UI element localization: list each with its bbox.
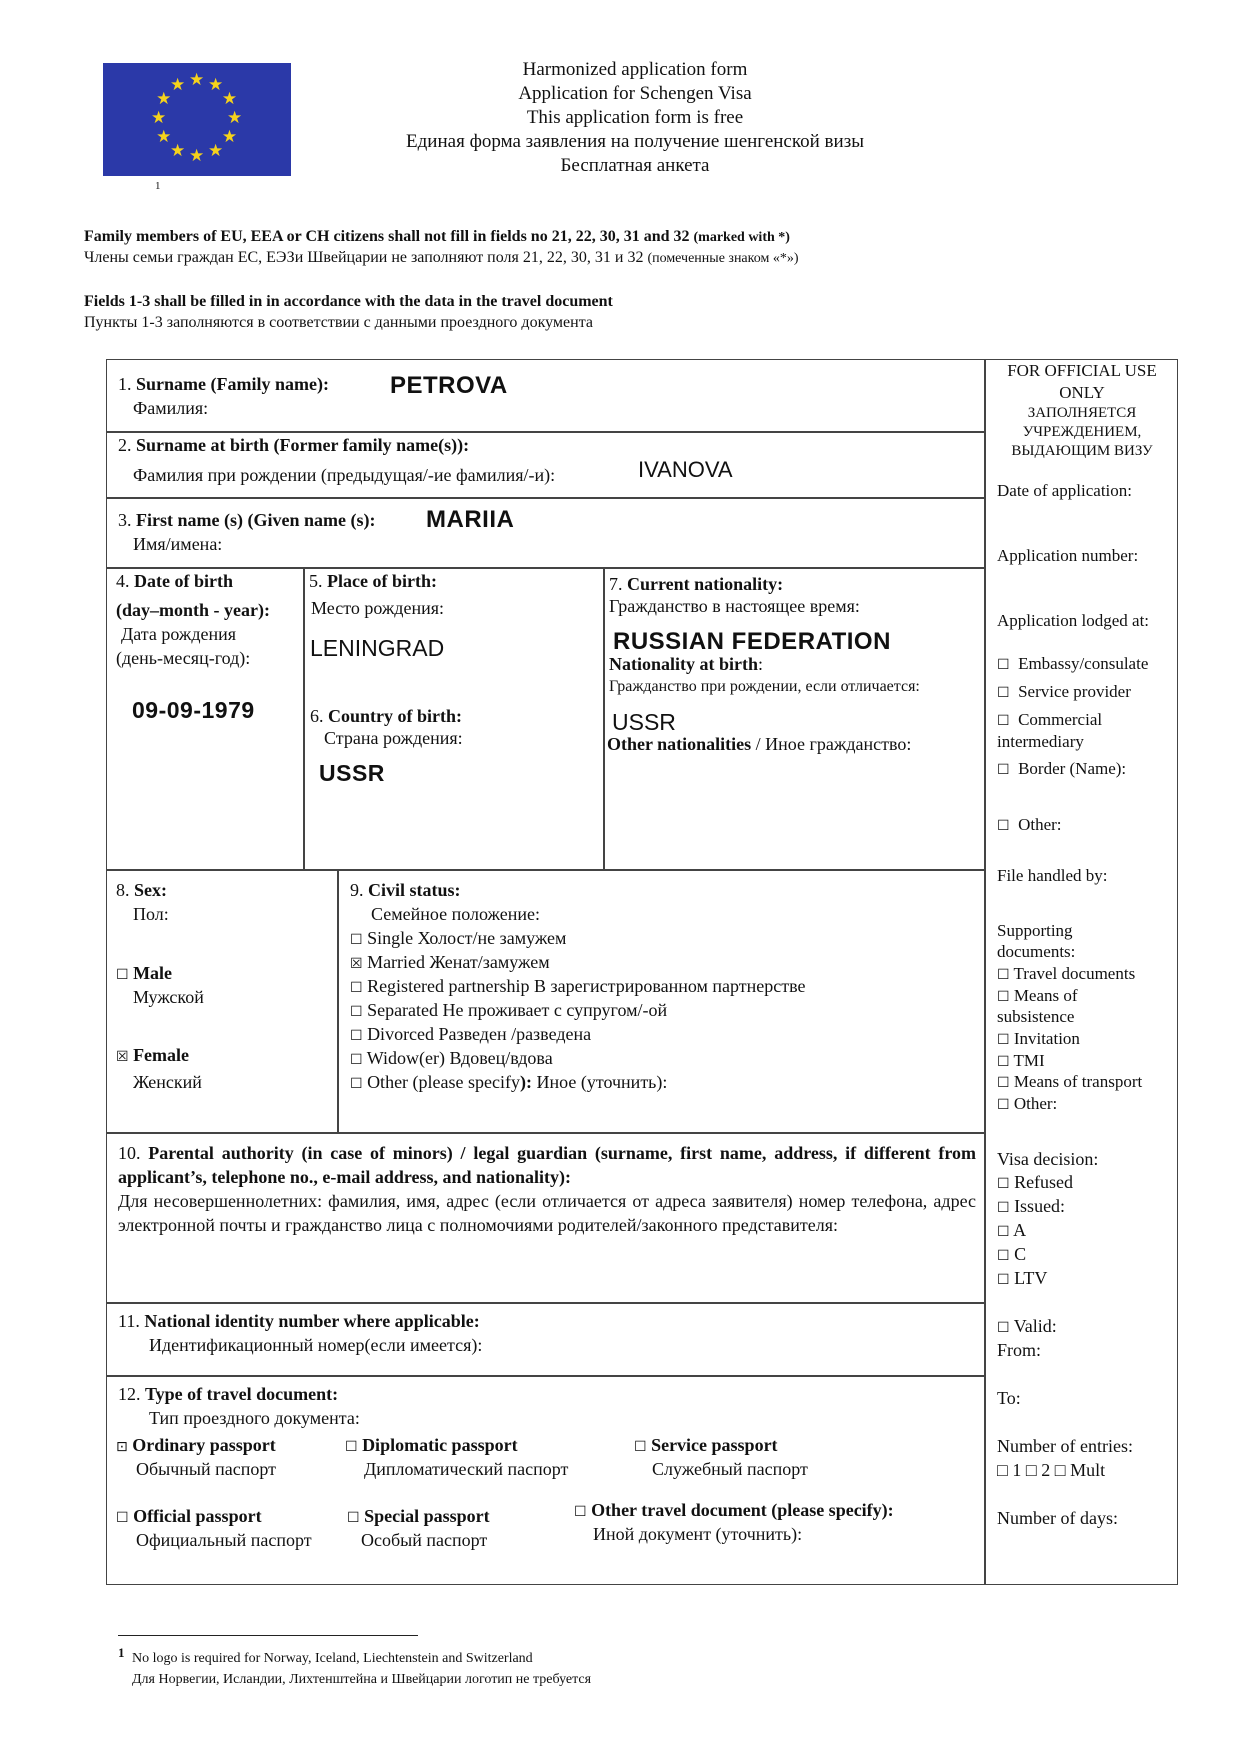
first-name-value[interactable]: MARIIA	[426, 506, 515, 533]
field-3-label: 3. First name (s) (Given name (s):	[118, 510, 376, 530]
special-passport-ru: Особый паспорт	[361, 1530, 488, 1550]
field-5-label: 5. Place of birth:	[309, 571, 437, 591]
field-4-label-2: (day–month - year):	[116, 600, 270, 620]
row-divider	[107, 497, 984, 499]
application-number-label: Application number:	[997, 546, 1139, 565]
field-1-label: 1. Surname (Family name):	[118, 374, 329, 394]
female-checked-checkbox-icon[interactable]: ☒	[116, 1049, 129, 1065]
sex-female-option[interactable]: ☒ Female	[116, 1045, 190, 1065]
supporting-documents-label-2: documents:	[997, 942, 1076, 961]
lodged-embassy-option[interactable]: ☐ Embassy/consulate	[997, 654, 1149, 673]
flag-star-icon: ★	[189, 70, 205, 90]
checkbox-icon[interactable]: ☐	[345, 1439, 358, 1455]
checked-checkbox-icon[interactable]: ☒	[350, 956, 363, 972]
other-nationalities-label: Other nationalities / Иное гражданство:	[607, 734, 912, 754]
country-of-birth-value[interactable]: USSR	[319, 760, 385, 786]
lodged-service-provider-option[interactable]: ☐ Service provider	[997, 682, 1131, 701]
number-of-entries-label: Number of entries:	[997, 1436, 1133, 1456]
flag-star-icon: ★	[221, 89, 238, 109]
current-nationality-value[interactable]: RUSSIAN FEDERATION	[613, 628, 891, 655]
valid-to-label: To:	[997, 1388, 1021, 1408]
family-note-en: Family members of EU, EEA or CH citizens shall not fill in fields no 21, 22, 30, 31 and 32 (marked with *)	[84, 228, 790, 245]
field-6-label: 6. Country of birth:	[310, 706, 462, 726]
flag-star-icon: ★	[208, 75, 224, 96]
decision-a-option[interactable]: ☐ A	[997, 1220, 1027, 1240]
field-2-label-ru: Фамилия при рождении (предыдущая/-ие фамилия/-и):	[133, 465, 556, 485]
surname-at-birth-value[interactable]: IVANOVA	[638, 457, 733, 482]
flag-star-icon: ★	[156, 89, 172, 109]
nationality-at-birth-value[interactable]: USSR	[612, 709, 676, 735]
checkbox-icon[interactable]: ☐	[350, 1076, 363, 1092]
civil-status-option-other[interactable]: ☐ Other (please specify): Иное (уточнить):	[350, 1072, 668, 1092]
decision-issued-option[interactable]: ☐ Issued:	[997, 1196, 1066, 1216]
decision-valid-option[interactable]: ☐ Valid:	[997, 1316, 1057, 1336]
field-2-label: 2. Surname at birth (Former family name(s)):	[118, 435, 470, 455]
application-form-table	[106, 359, 1178, 1585]
support-travel-documents-option[interactable]: ☐ Travel documents	[997, 964, 1136, 983]
support-subsistence-label: subsistence	[997, 1007, 1075, 1026]
checkbox-icon[interactable]: ☐	[634, 1439, 647, 1455]
flag-star-icon: ★	[156, 127, 172, 147]
lodged-commercial-option[interactable]: ☐ Commercial	[997, 710, 1103, 729]
checkbox-icon[interactable]: ☐	[350, 932, 363, 948]
footnote-text-ru: Для Норвегии, Исландии, Лихтенштейна и Швейцарии логотип не требуется	[132, 1672, 592, 1687]
row-divider	[107, 1302, 984, 1304]
row-divider	[107, 1375, 984, 1377]
flag-star-icon: ★	[151, 108, 167, 128]
diplomatic-passport-ru: Дипломатический паспорт	[364, 1459, 569, 1479]
field-3-label-ru: Имя/имена:	[133, 534, 223, 554]
field-4-label-ru-1: Дата рождения	[121, 624, 237, 644]
support-other-option[interactable]: ☐ Other:	[997, 1094, 1058, 1113]
field-7-label-ru: Гражданство в настоящее время:	[609, 596, 860, 616]
row-divider	[107, 431, 984, 433]
support-invitation-option[interactable]: ☐ Invitation	[997, 1029, 1080, 1048]
lodged-border-option[interactable]: ☐ Border (Name):	[997, 759, 1127, 778]
civil-status-option-divorced[interactable]: ☐ Divorced Разведен /разведена	[350, 1024, 592, 1044]
flag-star-icon: ★	[170, 75, 186, 96]
row-divider	[107, 567, 984, 569]
header-line-2: Application for Schengen Visa	[518, 83, 752, 104]
date-of-application-label: Date of application:	[997, 481, 1133, 500]
ordinary-passport-ru: Обычный паспорт	[136, 1459, 277, 1479]
checkbox-icon[interactable]: ☐	[116, 1510, 129, 1526]
civil-status-option-widow[interactable]: ☐ Widow(er) Вдовец/вдова	[350, 1048, 553, 1068]
field-9-label-ru: Семейное положение:	[371, 904, 540, 924]
sex-male-ru: Мужской	[133, 987, 204, 1007]
male-checkbox-icon[interactable]: ☐	[116, 967, 129, 983]
surname-value[interactable]: PETROVA	[390, 372, 508, 399]
header-line-3: This application form is free	[526, 107, 744, 128]
header-line-5: Бесплатная анкета	[560, 155, 710, 176]
field-8-label: 8. Sex:	[116, 880, 167, 900]
row-divider	[107, 869, 984, 871]
row-divider	[107, 1132, 984, 1134]
civil-status-option-single[interactable]: ☐ Single Холост/не замужем	[350, 928, 567, 948]
special-passport-option[interactable]: ☐ Special passport	[347, 1506, 490, 1526]
fields-note-ru: Пункты 1-3 заполняются в соответствии с данными проездного документа	[84, 314, 593, 331]
header-line-4: Единая форма заявления на получение шенгенской визы	[406, 131, 864, 152]
lodged-intermediary-label: intermediary	[997, 732, 1084, 751]
checkbox-icon[interactable]: ☐	[574, 1504, 587, 1520]
valid-from-label: From:	[997, 1340, 1042, 1360]
other-travel-document-ru: Иной документ (уточнить):	[593, 1524, 803, 1544]
official-passport-option[interactable]: ☐ Official passport	[116, 1506, 262, 1526]
support-transport-option[interactable]: ☐ Means of transport	[997, 1072, 1143, 1091]
footnote-text-en: No logo is required for Norway, Iceland, Liechtenstein and Switzerland	[132, 1651, 533, 1666]
header-line-1: Harmonized application form	[522, 59, 748, 80]
sex-female-ru: Женский	[133, 1072, 202, 1092]
application-lodged-label: Application lodged at:	[997, 611, 1150, 630]
field-11-label-ru: Идентификационный номер(если имеется):	[149, 1335, 483, 1355]
checkbox-icon[interactable]: ☐	[347, 1510, 360, 1526]
nationality-at-birth-label: Nationality at birth:	[609, 654, 764, 674]
lodged-other-option[interactable]: ☐ Other:	[997, 815, 1062, 834]
civil-status-option-separated[interactable]: ☐ Separated Не проживает с супругом/-ой	[350, 1000, 668, 1020]
number-of-entries-options[interactable]: □ 1 □ 2 □ Mult	[997, 1460, 1106, 1480]
field-11-label: 11. National identity number where applicable:	[118, 1311, 480, 1331]
fields-note-en: Fields 1-3 shall be filled in in accordance with the data in the travel document	[84, 293, 613, 310]
official-column-divider	[984, 360, 986, 1584]
diplomatic-passport-option[interactable]: ☐ Diplomatic passport	[345, 1435, 518, 1455]
field-8-label-ru: Пол:	[133, 904, 169, 924]
flag-star-icon: ★	[227, 108, 243, 128]
flag-star-icon: ★	[189, 146, 205, 166]
field-4-label: 4. Date of birth	[116, 571, 233, 591]
other-travel-document-option[interactable]: ☐ Other travel document (please specify):	[574, 1500, 894, 1520]
service-passport-ru: Служебный паспорт	[652, 1459, 808, 1479]
number-of-days-label: Number of days:	[997, 1508, 1118, 1528]
civil-status-option-married[interactable]: ☒ Married Женат/замужем	[350, 952, 550, 972]
decision-refused-option[interactable]: ☐ Refused	[997, 1172, 1074, 1192]
civil-status-option-partnership[interactable]: ☐ Registered partnership В зарегистрированном партнерстве	[350, 976, 806, 996]
sex-male-option[interactable]: ☐ Male	[116, 963, 173, 983]
ordinary-passport-option[interactable]: ⊡ Ordinary passport	[116, 1435, 276, 1455]
footnote-separator	[118, 1635, 418, 1636]
family-note-ru: Члены семьи граждан ЕС, ЕЭЗи Швейцарии не заполняют поля 21, 22, 30, 31 и 32 (помеченные знаком «*»)	[84, 249, 799, 266]
field-7-label: 7. Current nationality:	[609, 574, 784, 594]
flag-star-icon: ★	[170, 140, 186, 161]
support-means-option[interactable]: ☐ Means of	[997, 986, 1078, 1005]
field-5-label-ru: Место рождения:	[311, 598, 445, 618]
field-10-label: 10. Parental authority (in case of minors) / legal guardian (surname, first name, address, if different from applicant’s, telephone no., e-mail address, and nationality):	[118, 1143, 976, 1187]
footnote-mark: 1	[118, 1645, 125, 1660]
field-4-label-ru-2: (день-месяц-год):	[116, 648, 251, 668]
field-10-label-ru: Для несовершеннолетних: фамилия, имя, адрес (если отличается от адреса заявителя) номер телефона, адрес электронной почты и гражданство лица с полномочиями родителей/законного представителя:	[118, 1191, 976, 1235]
field-1-label-ru: Фамилия:	[133, 398, 209, 418]
decision-ltv-option[interactable]: ☐ LTV	[997, 1268, 1048, 1288]
col-divider	[603, 567, 605, 870]
flag-star-icon: ★	[208, 140, 224, 161]
supporting-documents-label-1: Supporting	[997, 921, 1073, 940]
date-of-birth-value[interactable]: 09-09-1979	[132, 697, 255, 723]
checkbox-icon[interactable]: ☐	[350, 1004, 363, 1020]
place-of-birth-value[interactable]: LENINGRAD	[310, 635, 445, 661]
checkbox-icon[interactable]: ☐	[350, 980, 363, 996]
official-passport-ru: Официальный паспорт	[136, 1530, 312, 1550]
col-divider	[303, 567, 305, 870]
decision-c-option[interactable]: ☐ C	[997, 1244, 1027, 1264]
support-tmi-option[interactable]: ☐ TMI	[997, 1051, 1045, 1070]
col-divider	[337, 869, 339, 1133]
nationality-at-birth-label-ru: Гражданство при рождении, если отличается:	[609, 678, 920, 695]
service-passport-option[interactable]: ☐ Service passport	[634, 1435, 778, 1455]
file-handled-label: File handled by:	[997, 866, 1108, 885]
field-12-label: 12. Type of travel document:	[118, 1384, 339, 1404]
checkbox-icon[interactable]: ☐	[350, 1052, 363, 1068]
selected-checkbox-icon[interactable]: ⊡	[116, 1439, 128, 1455]
form-header	[340, 58, 930, 178]
field-6-label-ru: Страна рождения:	[324, 728, 463, 748]
field-9-label: 9. Civil status:	[350, 880, 461, 900]
field-12-label-ru: Тип проездного документа:	[149, 1408, 360, 1428]
checkbox-icon[interactable]: ☐	[350, 1028, 363, 1044]
official-use-title: FOR OFFICIAL USE ONLY ЗАПОЛНЯЕТСЯ УЧРЕЖДЕНИЕМ, ВЫДАЮЩИМ ВИЗУ	[1007, 361, 1157, 459]
flag-star-icon: ★	[221, 127, 238, 147]
visa-decision-label: Visa decision:	[997, 1149, 1099, 1169]
eu-flag-logo	[103, 63, 291, 176]
flag-footnote-mark: 1	[155, 180, 161, 192]
